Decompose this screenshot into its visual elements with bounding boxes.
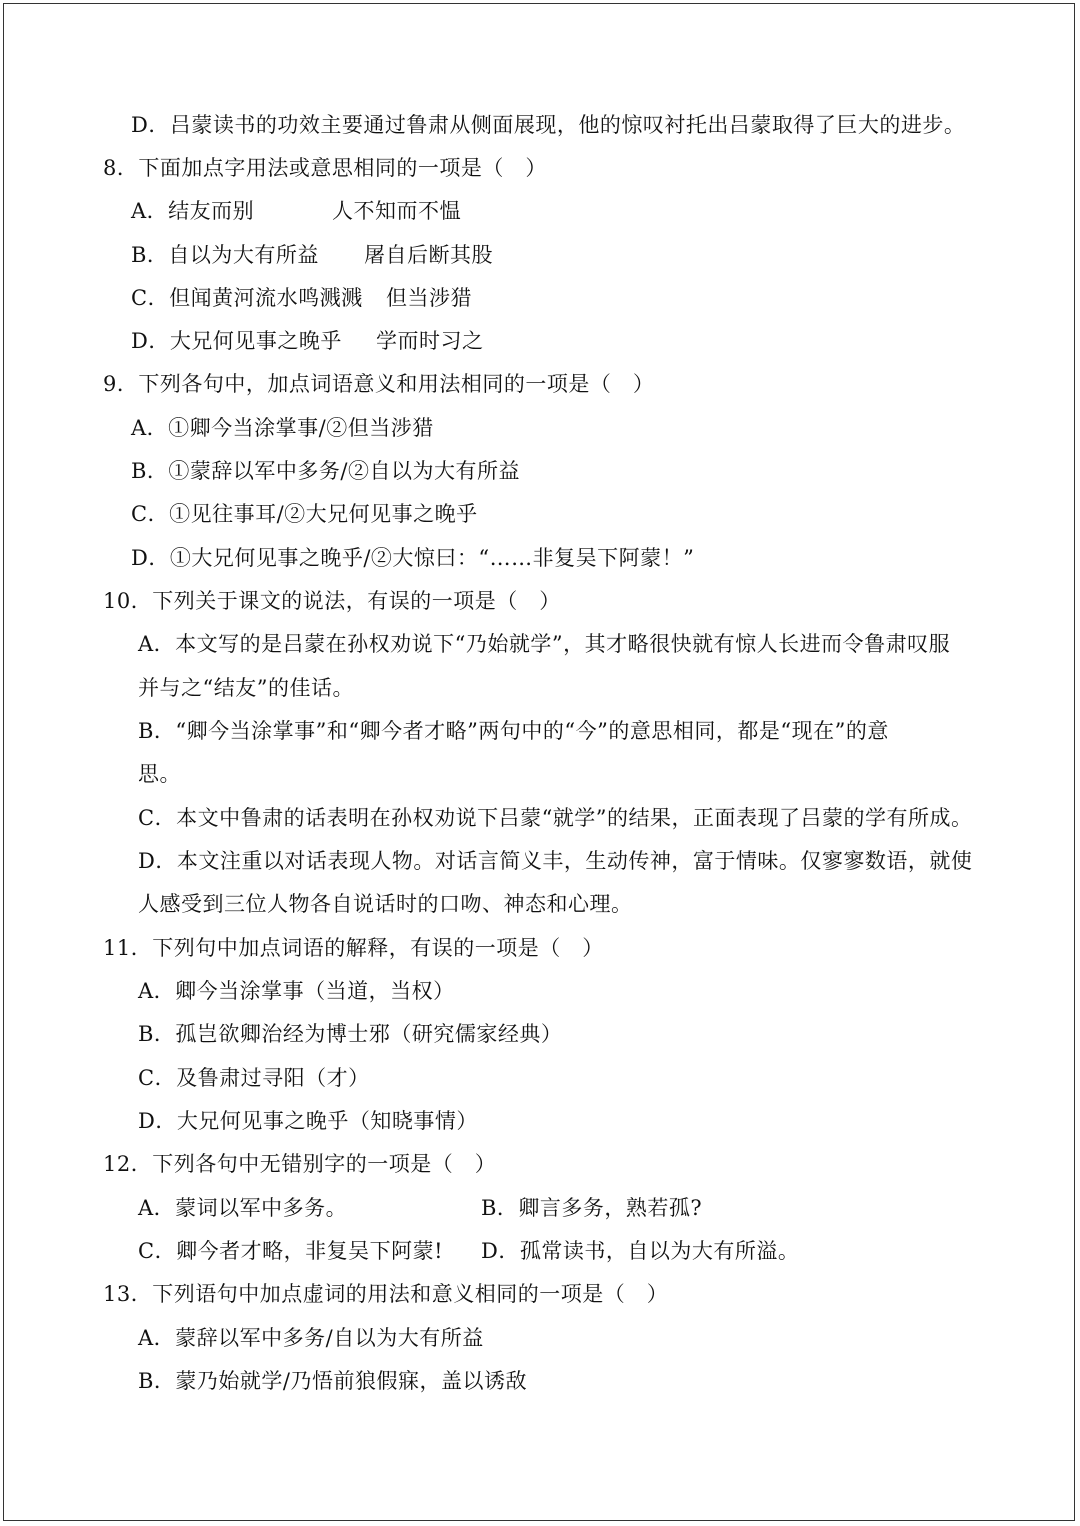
q12-option-a: A．蒙词以军中多务。: [138, 1196, 348, 1220]
q10-option-b-line2: 思。: [138, 762, 181, 786]
q8-option-b-right: 屠自后断其股: [364, 243, 493, 267]
q13-option-b: B．蒙乃始就学/乃悟前狼假寐，盖以诱敌: [138, 1369, 528, 1393]
q10-stem: 10．下列关于课文的说法，有误的一项是（ ）: [103, 589, 561, 613]
q8-option-d-left: D．大兄何见事之晚乎: [131, 329, 342, 353]
q10-option-b-line1: B．“卿今当涂掌事”和“卿今者才略”两句中的“今”的意思相同，都是“现在”的意: [138, 719, 889, 743]
q11-option-c: C．及鲁肃过寻阳（才）: [138, 1066, 370, 1090]
q13-option-a: A．蒙辞以军中多务/自以为大有所益: [138, 1326, 484, 1350]
q12-stem: 12．下列各句中无错别字的一项是（ ）: [103, 1152, 497, 1176]
q8-option-a-left: A．结友而别: [131, 199, 255, 223]
q11-stem: 11．下列句中加点词语的解释，有误的一项是（ ）: [103, 936, 604, 960]
q8-option-d-right: 学而时习之: [376, 329, 484, 353]
q10-option-d-line2: 人感受到三位人物各自说话时的口吻、神态和心理。: [138, 892, 633, 916]
q9-option-c: C．①见往事耳/②大兄何见事之晚乎: [131, 502, 478, 526]
q11-option-b: B．孤岂欲卿治经为博士邪（研究儒家经典）: [138, 1022, 563, 1046]
q13-stem: 13．下列语句中加点虚词的用法和意义相同的一项是（ ）: [103, 1282, 669, 1306]
q12-option-d: D．孤常读书，自以为大有所溢。: [481, 1239, 800, 1263]
q8-option-a-right: 人不知而不愠: [332, 199, 461, 223]
q11-option-d: D．大兄何见事之晚乎（知晓事情）: [138, 1109, 478, 1133]
q7-option-d: D．吕蒙读书的功效主要通过鲁肃从侧面展现，他的惊叹衬托出吕蒙取得了巨大的进步。: [131, 113, 966, 137]
q9-option-a: A．①卿今当涂掌事/②但当涉猎: [131, 416, 434, 440]
q8-option-c-right: 但当涉猎: [386, 286, 472, 310]
q12-option-c: C．卿今者才略，非复吴下阿蒙!: [138, 1239, 444, 1263]
q9-option-b: B．①蒙辞以军中多务/②自以为大有所益: [131, 459, 521, 483]
q8-option-c-left: C．但闻黄河流水鸣溅溅: [131, 286, 363, 310]
q10-option-a-line2: 并与之“结友”的佳话。: [138, 676, 354, 700]
q8-stem: 8．下面加点字用法或意思相同的一项是（ ）: [103, 156, 547, 180]
q10-option-c: C．本文中鲁肃的话表明在孙权劝说下吕蒙“就学”的结果，正面表现了吕蒙的学有所成。: [138, 806, 973, 830]
q8-option-b-left: B．自以为大有所益: [131, 243, 319, 267]
q12-option-b: B．卿言多务，熟若孤?: [481, 1196, 703, 1220]
q9-stem: 9．下列各句中，加点词语意义和用法相同的一项是（ ）: [103, 372, 655, 396]
q9-option-d: D．①大兄何见事之晚乎/②大惊曰：“……非复吴下阿蒙！”: [131, 546, 695, 570]
q10-option-a-line1: A．本文写的是吕蒙在孙权劝说下“乃始就学”，其才略很快就有惊人长进而令鲁肃叹服: [138, 632, 951, 656]
q10-option-d-line1: D．本文注重以对话表现人物。对话言简义丰，生动传神，富于情味。仅寥寥数语，就使: [138, 849, 973, 873]
q11-option-a: A．卿今当涂掌事（当道，当权）: [138, 979, 455, 1003]
